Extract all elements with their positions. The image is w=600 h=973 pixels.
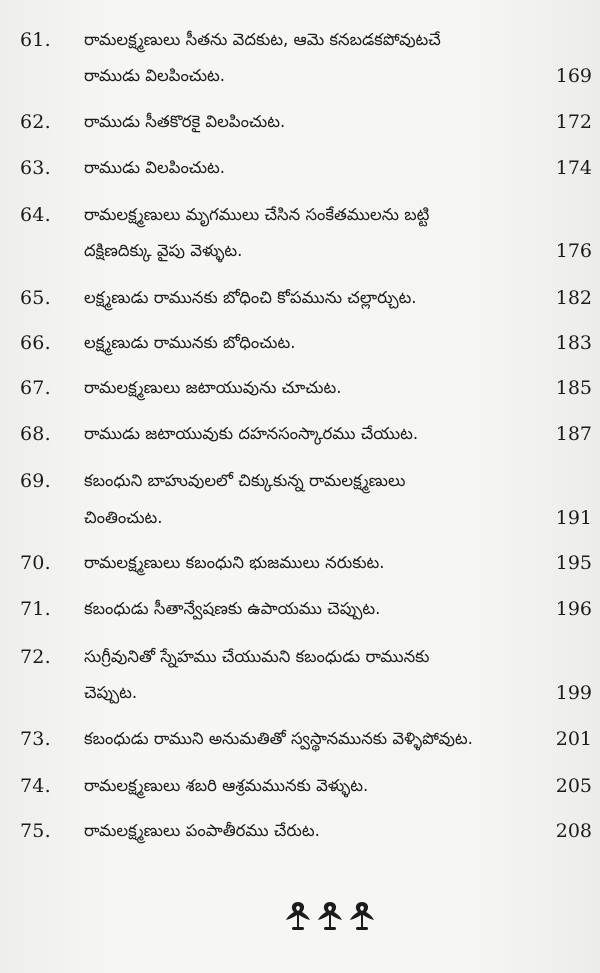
entry-page-number: 187 — [555, 423, 592, 445]
entry-page-number: 174 — [555, 157, 592, 179]
entry-page-number: 191 — [555, 507, 592, 529]
entry-page-number: 182 — [555, 287, 592, 309]
entry-title-line: దక్షిణదిక్కు వైపు వెళ్ళుట. — [84, 241, 243, 260]
entry-number: 68. — [20, 423, 51, 445]
entry-title-line: కబంధుడు రాముని అనుమతితో స్వస్థానమునకు వెళ్ళిపోవుట. — [84, 729, 473, 748]
entry-title-line: రామలక్ష్మణులు సీతను వెదకుట, ఆమె కనబడకపోవుటచే — [84, 30, 441, 49]
entry-number: 62. — [20, 111, 51, 133]
entry-number: 63. — [20, 157, 51, 179]
fleuron-ornament-icon — [282, 898, 378, 934]
entry-number: 73. — [20, 728, 51, 750]
entry-number: 69. — [20, 470, 51, 492]
entry-title-line: రాముడు జటాయువుకు దహనసంస్కారము చేయుట. — [84, 424, 419, 443]
entry-page-number: 199 — [555, 682, 592, 704]
entry-title-line: చింతించుట. — [84, 508, 163, 527]
entry-number: 75. — [20, 820, 51, 842]
entry-title-line: సుగ్రీవునితో స్నేహము చేయుమని కబంధుడు రామునకు — [84, 647, 430, 666]
entry-page-number: 183 — [555, 332, 592, 354]
entry-page-number: 195 — [555, 552, 592, 574]
entry-number: 74. — [20, 775, 51, 797]
entry-title-line: లక్ష్మణుడు రామునకు బోధించుట. — [84, 333, 296, 352]
entry-title-line: రామలక్ష్మణులు మృగములు చేసిన సంకేతములను బట్టి — [84, 205, 430, 224]
entry-page-number: 201 — [555, 728, 592, 750]
entry-page-number: 205 — [555, 775, 592, 797]
entry-page-number: 172 — [555, 111, 592, 133]
entry-number: 61. — [20, 29, 51, 51]
entry-title-line: రామలక్ష్మణులు జటాయువును చూచుట. — [84, 378, 342, 397]
entry-page-number: 169 — [555, 65, 592, 87]
entry-title-line: చెప్పుట. — [84, 683, 138, 702]
entry-page-number: 196 — [555, 598, 592, 620]
entry-title-line: రాముడు విలపించుట. — [84, 66, 226, 85]
entry-number: 71. — [20, 598, 51, 620]
entry-number: 72. — [20, 646, 51, 668]
entry-number: 66. — [20, 332, 51, 354]
entry-page-number: 185 — [555, 377, 592, 399]
entry-number: 65. — [20, 287, 51, 309]
entry-title-line: లక్ష్మణుడు రామునకు బోధించి కోపమును చల్లార్చుట. — [84, 288, 417, 307]
entry-title-line: రాముడు సీతకొరకై విలపించుట. — [84, 112, 286, 131]
entry-title-line: రాముడు విలపించుట. — [84, 158, 226, 177]
entry-title-line: రామలక్ష్మణులు పంపాతీరము చేరుట. — [84, 821, 320, 840]
entry-number: 70. — [20, 552, 51, 574]
entry-title-line: కబంధుడు సీతాన్వేషణకు ఉపాయము చెప్పుట. — [84, 599, 381, 618]
entry-page-number: 176 — [555, 240, 592, 262]
entry-title-line: రామలక్ష్మణులు శబరి ఆశ్రమమునకు వెళ్ళుట. — [84, 776, 369, 795]
entry-page-number: 208 — [555, 820, 592, 842]
entry-title-line: కబంధుని బాహువులలో చిక్కుకున్న రామలక్ష్మణులు — [84, 471, 406, 490]
entry-number: 64. — [20, 204, 51, 226]
entry-number: 67. — [20, 377, 51, 399]
entry-title-line: రామలక్ష్మణులు కబంధుని భుజములు నరుకుట. — [84, 553, 385, 572]
